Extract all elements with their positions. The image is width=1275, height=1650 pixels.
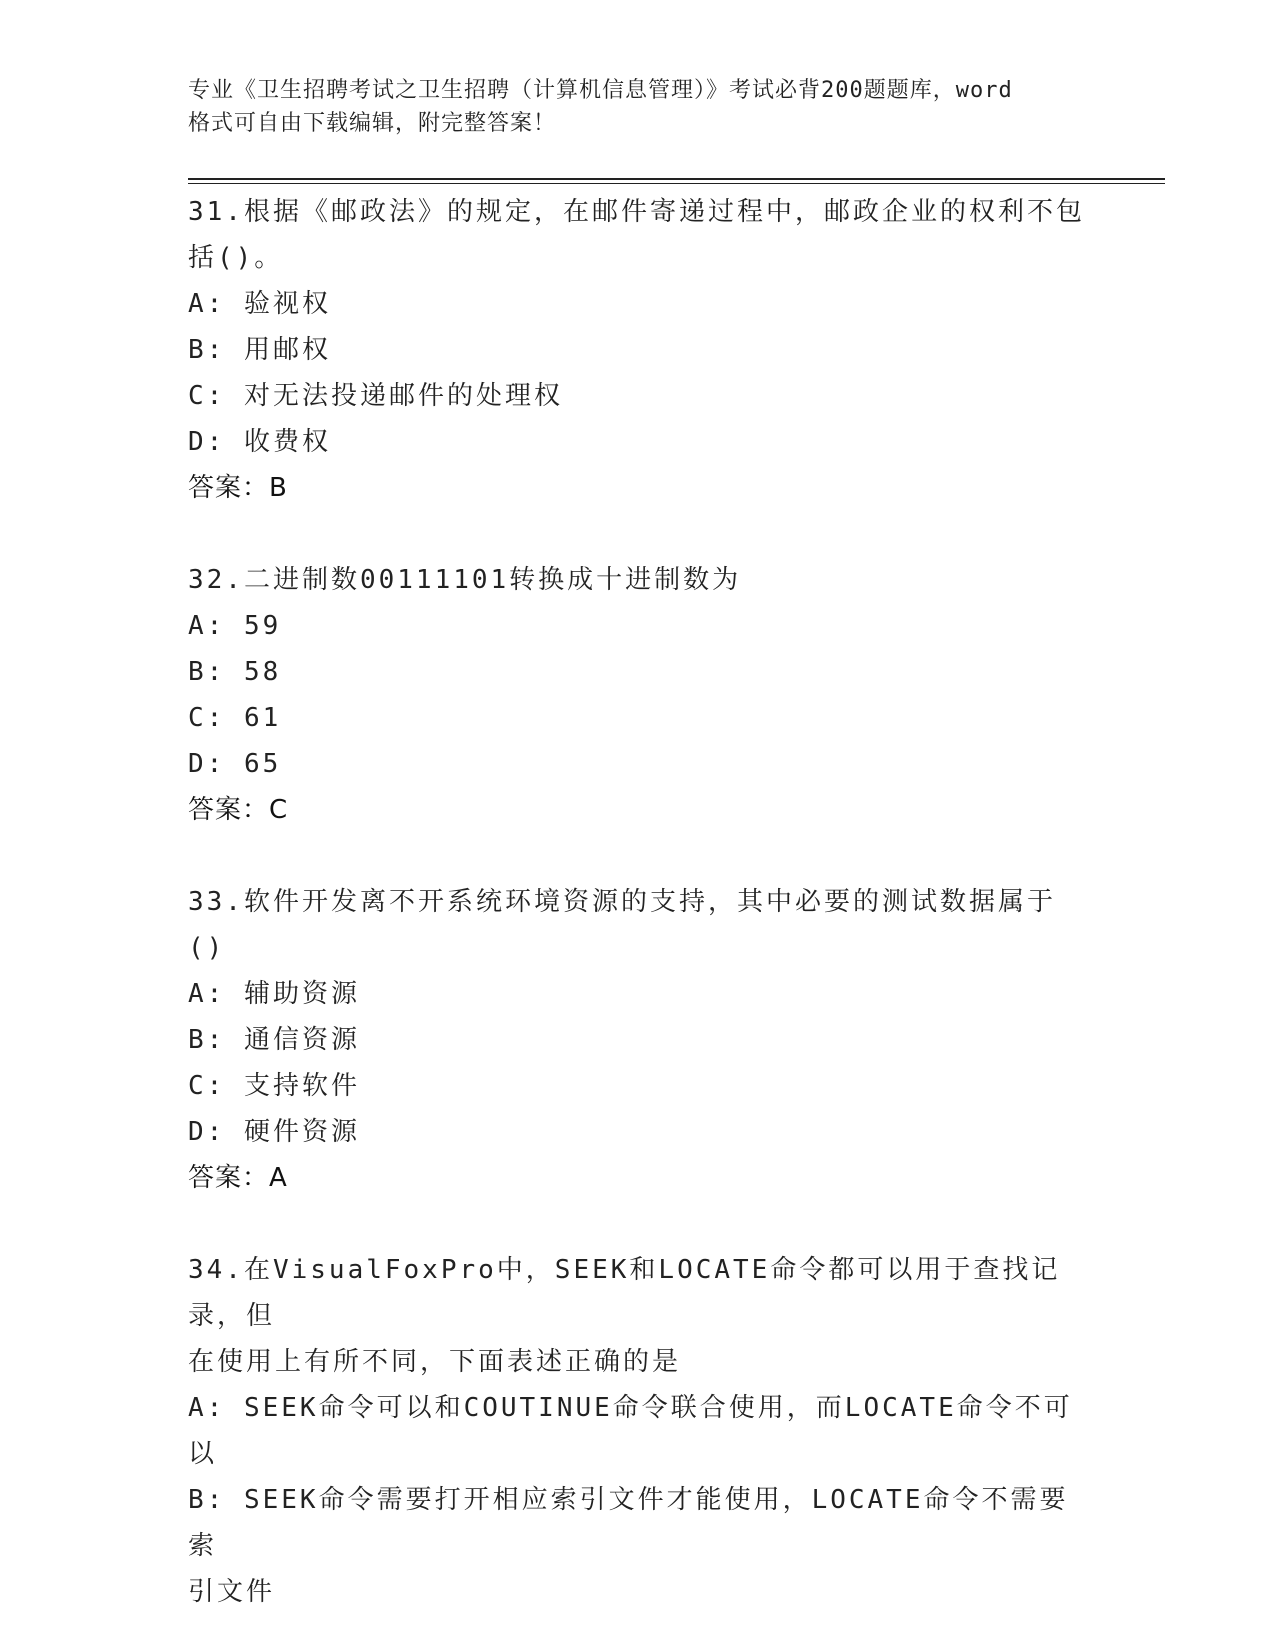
answer-label: 答案：C [188,795,289,825]
option-a: A: 验视权 [188,289,331,319]
option-c: C: 对无法投递邮件的处理权 [188,381,563,411]
option-b: B: 58 [188,657,282,687]
header-rule-thick [188,178,1165,180]
option-d: D: 硬件资源 [188,1117,360,1147]
option-b: B: 用邮权 [188,335,331,365]
header-line-1: 专业《卫生招聘考试之卫生招聘（计算机信息管理）》考试必背200题题库，word [188,78,1013,103]
option-d: D: 收费权 [188,427,331,457]
question-31 [188,189,1088,511]
question-text: 32.二进制数00111101转换成十进制数为 [188,565,742,595]
option-a: A: 辅助资源 [188,979,360,1009]
option-a: A: SEEK命令可以和COUTINUE命令联合使用，而LOCATE命令不可以 [188,1393,1073,1469]
question-34 [188,1247,1088,1615]
header-rule-thin [188,183,1165,184]
question-list [188,189,1088,1615]
document-header [188,74,1088,140]
option-c: C: 支持软件 [188,1071,360,1101]
question-text: 31.根据《邮政法》的规定，在邮件寄递过程中，邮政企业的权利不包 [188,197,1085,227]
option-a: A: 59 [188,611,282,641]
option-b-continued: 引文件 [188,1577,276,1607]
question-text: 34.在VisualFoxPro中，SEEK和LOCATE命令都可以用于查找记录，但 [188,1255,1061,1331]
question-32 [188,557,1088,833]
question-text: 在使用上有所不同，下面表述正确的是 [188,1347,682,1377]
answer-label: 答案：A [188,1163,288,1193]
option-b: B: SEEK命令需要打开相应索引文件才能使用，LOCATE命令不需要索 [188,1485,1069,1561]
question-33 [188,879,1088,1201]
question-text: 括()。 [188,243,284,273]
header-line-2: 格式可自由下载编辑，附完整答案！ [188,111,557,136]
question-text: 33.软件开发离不开系统环境资源的支持，其中必要的测试数据属于() [188,887,1056,963]
answer-label: 答案：B [188,473,288,503]
option-d: D: 65 [188,749,282,779]
option-b: B: 通信资源 [188,1025,360,1055]
option-c: C: 61 [188,703,282,733]
